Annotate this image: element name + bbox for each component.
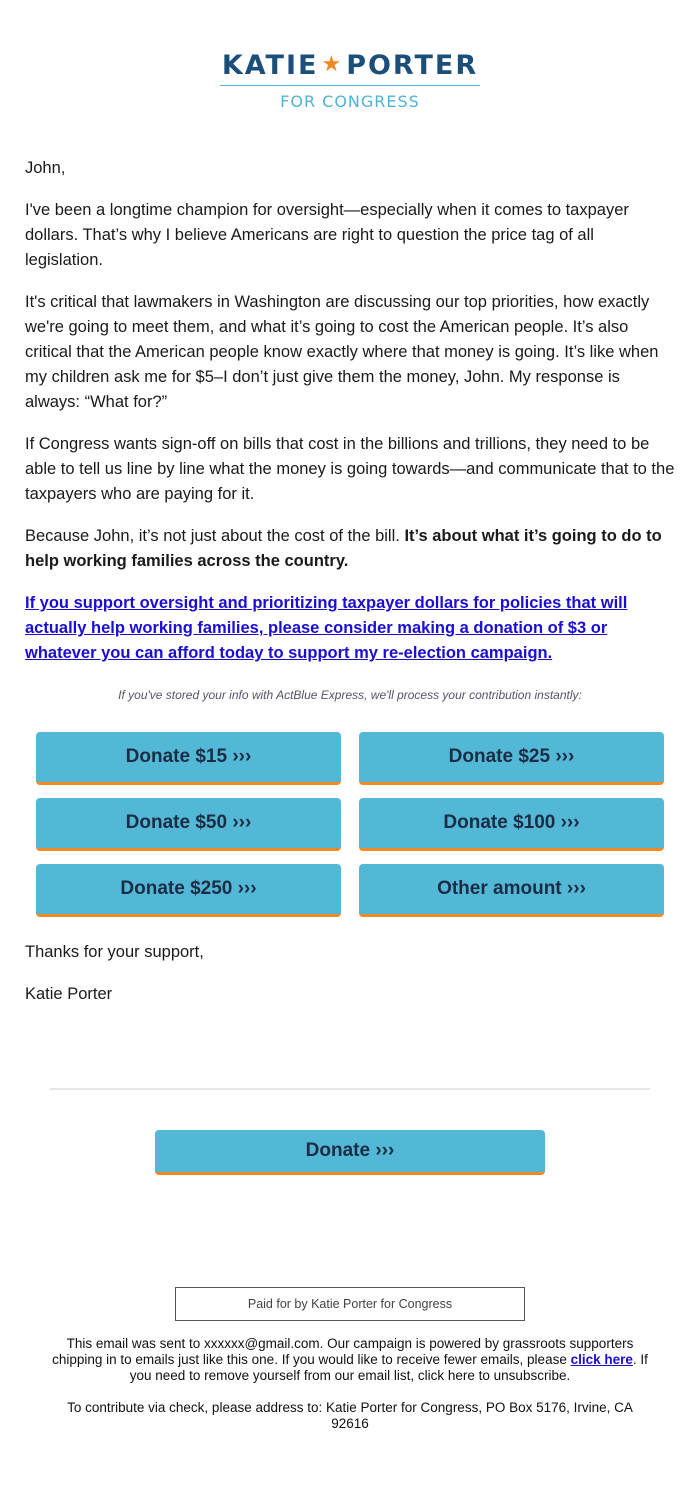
greeting: John,: [25, 159, 66, 177]
divider: [50, 1088, 650, 1090]
paragraph-4-bold: It’s about what it’s going to do to help working families across the country.: [25, 527, 662, 570]
donate-50-button[interactable]: Donate $50 ›››: [36, 798, 341, 851]
paragraph-4: [25, 524, 675, 574]
paragraph-4-plain: Because John, it’s not just about the cost of the bill.: [25, 527, 405, 545]
donate-25-button[interactable]: Donate $25 ›››: [359, 732, 664, 785]
paragraph-1: I've been a longtime champion for oversight—especially when it comes to taxpayer dollars. That’s why I believe Americans are right to question the price tag of all legislation.: [25, 201, 629, 269]
campaign-logo: [0, 50, 700, 111]
logo-wordmark: [220, 50, 480, 86]
footer-notice-start: This email was sent to xxxxxx@gmail.com. Our campaign is powered by grassroots supporters chipping in to emails just like this one. If you would like to receive fewer emails, please: [52, 1336, 634, 1367]
donation-cta-link[interactable]: If you support oversight and prioritizing taxpayer dollars for policies that will actually help working families, please consider making a donation of $3 or whatever you can afford today to support my re-election campaign.: [25, 594, 628, 662]
donate-250-button[interactable]: Donate $250 ›››: [36, 864, 341, 917]
logo-last-name: PORTER: [346, 50, 479, 81]
paragraph-3: If Congress wants sign-off on bills that cost in the billions and trillions, they need to be able to tell us line by line what the money is going towards—and communicate that to the taxpayers who are paying for it.: [25, 435, 675, 503]
paid-for-disclaimer: Paid for by Katie Porter for Congress: [175, 1287, 525, 1321]
footer-email-notice: [50, 1336, 650, 1384]
paragraph-2: It's critical that lawmakers in Washington are discussing our top priorities, how exactly we're going to meet them, and what it’s going to cost the American people. It’s also critical that the American people know exactly where that money is going. It’s like when my children ask me for $5–I don’t just give them the money, John. My response is always: “What for?”: [25, 293, 659, 411]
cta-paragraph: [25, 591, 675, 666]
footer-notice-end: . If you need to remove yourself from our email list, click here to unsubscribe.: [129, 1352, 648, 1383]
logo-subtitle: FOR CONGRESS: [280, 92, 420, 111]
signoff-thanks: Thanks for your support,: [25, 943, 204, 961]
donate-other-amount-button[interactable]: Other amount ›››: [359, 864, 664, 917]
star-icon: ★: [321, 52, 344, 77]
letter-body: [25, 156, 675, 683]
logo-first-name: KATIE: [221, 50, 319, 81]
donate-100-button[interactable]: Donate $100 ›››: [359, 798, 664, 851]
footer-check-address: To contribute via check, please address to: Katie Porter for Congress, PO Box 5176, Irvine, CA 92616: [67, 1400, 633, 1431]
click-here-link[interactable]: click here: [570, 1352, 633, 1367]
actblue-express-note: If you've stored your info with ActBlue Express, we'll process your contribution instantly:: [118, 688, 582, 702]
donate-15-button[interactable]: Donate $15 ›››: [36, 732, 341, 785]
donate-button[interactable]: Donate ›››: [155, 1130, 545, 1175]
signoff-name: Katie Porter: [25, 985, 113, 1003]
